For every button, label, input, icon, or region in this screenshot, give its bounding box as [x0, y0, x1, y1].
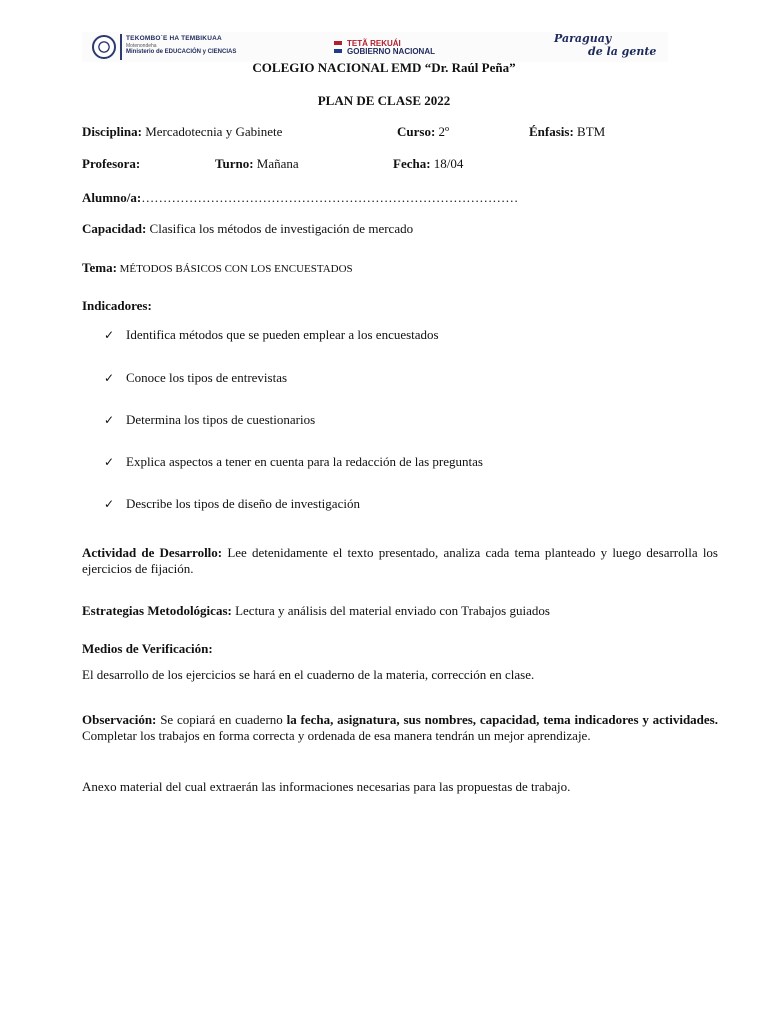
estrategias-label: Estrategias Metodológicas:: [82, 603, 232, 618]
ministry-logo: [92, 34, 282, 60]
actividad-value: Lee detenidamente el texto presentado, analiza cada tema planteado y luego desarrolla los ejercicios de fijación.: [82, 545, 718, 577]
indicator-item: [104, 370, 287, 386]
actividad-label: Actividad de Desarrollo:: [82, 545, 223, 560]
profesora-field: [82, 156, 140, 172]
checkmark-icon: ✓: [104, 455, 115, 469]
profesora-label: Profesora:: [82, 156, 141, 171]
observacion-text-2: Completar los trabajos en forma correcta y ordenada de esa manera tendrán un mejor aprendizaje.: [82, 728, 591, 744]
ministry-small: Motenondeha: [126, 43, 157, 50]
enfasis-label: Énfasis:: [529, 124, 574, 139]
turno-field: [215, 156, 299, 172]
checkmark-icon: ✓: [104, 497, 115, 511]
gov-line-2: GOBIERNO NACIONAL: [347, 47, 435, 56]
curso-value: 2º: [435, 124, 450, 139]
indicator-text: Identifica métodos que se pueden emplear a los encuestados: [126, 327, 439, 342]
government-logo: [334, 40, 514, 58]
enfasis-value: BTM: [573, 124, 606, 139]
alumno-label: Alumno/a:: [82, 190, 142, 205]
checkmark-icon: ✓: [104, 413, 115, 427]
tema-field: [82, 260, 353, 277]
curso-label: Curso:: [397, 124, 436, 139]
observacion-bold: la fecha, asignatura, sus nombres, capacidad, tema indicadores y actividades.: [286, 712, 718, 727]
checkmark-icon: ✓: [104, 371, 115, 385]
indicator-item: [104, 496, 360, 512]
observacion-paragraph: [82, 712, 718, 745]
header-logos: [82, 32, 668, 62]
gov-line-1: TETÃ REKUÁI: [347, 39, 401, 48]
indicator-text: Conoce los tipos de entrevistas: [126, 370, 288, 385]
alumno-field: [82, 190, 518, 206]
disciplina-field: [82, 124, 282, 140]
tema-label: Tema:: [82, 260, 117, 275]
capacidad-field: [82, 221, 413, 237]
fecha-label: Fecha:: [393, 156, 431, 171]
tema-value: MÉTODOS BÁSICOS CON LOS ENCUESTADOS: [116, 263, 353, 275]
ministry-education: Ministerio de EDUCACIÓN y CIENCIAS: [126, 49, 237, 56]
fecha-value: 18/04: [430, 156, 464, 171]
disciplina-value: Mercadotecnia y Gabinete: [141, 124, 283, 139]
observacion-text-1: Se copiará en cuaderno: [156, 712, 287, 727]
indicator-text: Determina los tipos de cuestionarios: [126, 412, 316, 427]
curso-field: [397, 124, 449, 140]
medios-value: El desarrollo de los ejercicios se hará en el cuaderno de la materia, corrección en clase.: [82, 667, 535, 682]
flag-icon: [334, 41, 342, 53]
estrategias-value: Lectura y análisis del material enviado con Trabajos guiados: [231, 603, 550, 618]
fecha-field: [393, 156, 463, 172]
enfasis-field: [529, 124, 605, 140]
checkmark-icon: ✓: [104, 328, 115, 342]
anexo-text: Anexo material del cual extraerán las informaciones necesarias para las propuestas de trabajo.: [82, 779, 571, 794]
indicadores-label: Indicadores:: [82, 298, 152, 313]
capacidad-label: Capacidad:: [82, 221, 147, 236]
actividad-paragraph: [82, 545, 718, 578]
indicator-text: Describe los tipos de diseño de investigación: [126, 496, 360, 511]
alumno-dots: ……………………………………………………………………………: [141, 190, 519, 205]
indicator-item: [104, 454, 483, 470]
slogan-logo: [554, 32, 662, 60]
slogan-line-2: de la gente: [588, 45, 657, 58]
plan-title: PLAN DE CLASE 2022: [317, 93, 451, 108]
disciplina-label: Disciplina:: [82, 124, 142, 139]
indicator-item: [104, 327, 439, 343]
capacidad-value: Clasifica los métodos de investigación de mercado: [146, 221, 414, 236]
indicator-text: Explica aspectos a tener en cuenta para la redacción de las preguntas: [126, 454, 483, 469]
indicator-item: [104, 412, 315, 428]
school-title: COLEGIO NACIONAL EMD “Dr. Raúl Peña”: [252, 60, 516, 75]
ministry-title: TEKOMBO´E HA TEMBIKUAA: [126, 35, 222, 42]
observacion-label: Observación:: [82, 712, 157, 727]
national-seal-icon: [92, 35, 116, 59]
turno-label: Turno:: [215, 156, 254, 171]
slogan-line-1: Paraguay: [554, 32, 612, 45]
estrategias-field: [82, 603, 550, 619]
medios-label: Medios de Verificación:: [82, 641, 213, 656]
turno-value: Mañana: [253, 156, 299, 171]
logo-divider: [120, 34, 122, 60]
